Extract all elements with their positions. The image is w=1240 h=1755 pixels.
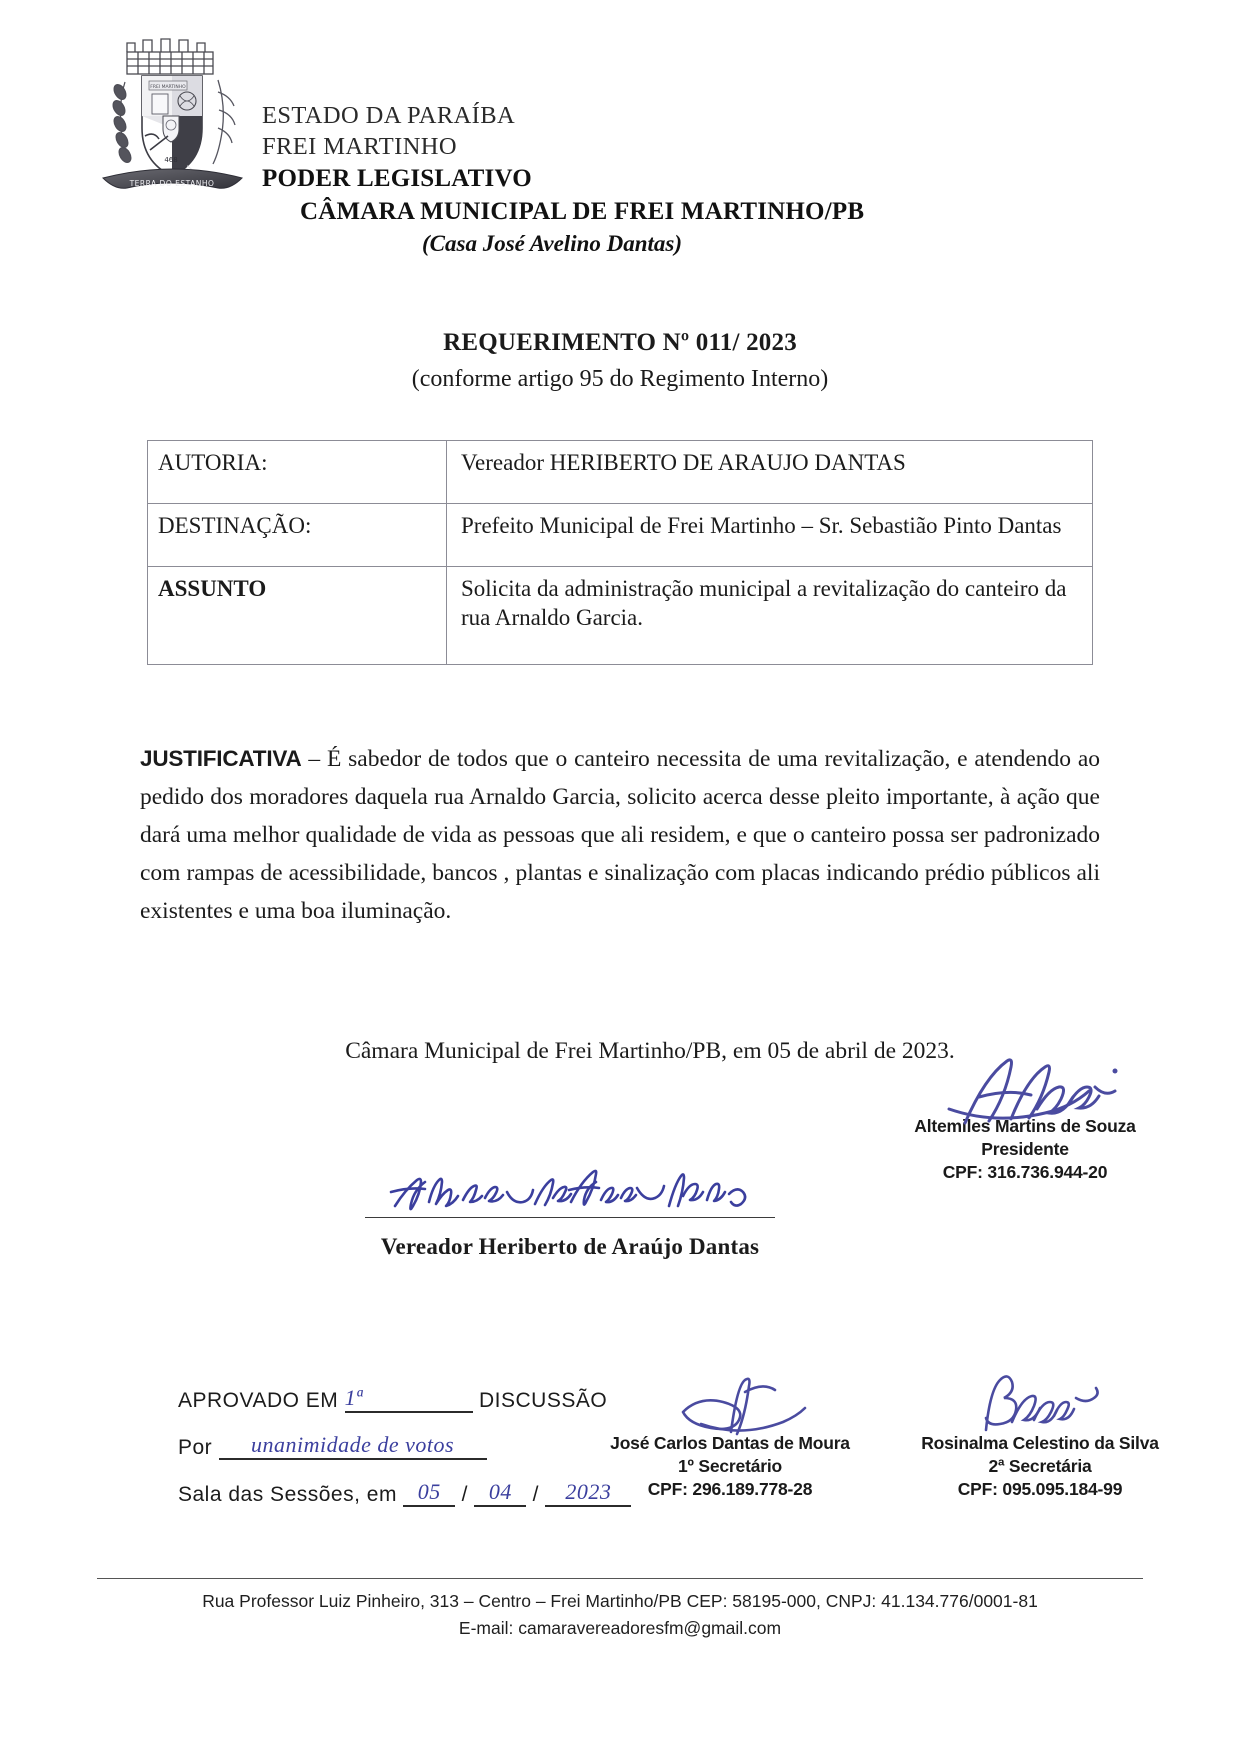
header-line-poder: PODER LEGISLATIVO bbox=[262, 165, 532, 192]
approval-line-por bbox=[178, 1432, 598, 1479]
president-role: Presidente bbox=[981, 1139, 1069, 1159]
secretary2-cpf: CPF: 095.095.184-99 bbox=[957, 1479, 1123, 1499]
president-handwritten-signature bbox=[919, 1053, 1134, 1131]
approval-line-sala bbox=[178, 1479, 612, 1526]
approval-sep-1: / bbox=[461, 1483, 468, 1506]
approval-sep-2: / bbox=[532, 1483, 540, 1506]
approval-prefix-1: APROVADO EM bbox=[178, 1389, 339, 1412]
secretary2-name: Rosinalma Celestino da Silva bbox=[921, 1433, 1159, 1453]
president-cpf: CPF: 316.736.944-20 bbox=[942, 1162, 1108, 1182]
secretary2-role: 2ª Secretária bbox=[988, 1456, 1092, 1476]
approval-line-discussao bbox=[178, 1385, 608, 1432]
author-signature-block bbox=[365, 1216, 775, 1260]
president-stamp-block bbox=[905, 1115, 1145, 1184]
document-footer bbox=[0, 1588, 1240, 1642]
secretary2-handwritten-signature bbox=[960, 1370, 1120, 1440]
footer-address: Rua Professor Luiz Pinheiro, 313 – Centro – Frei Martinho/PB CEP: 58195-000, CNPJ: 41.134.776/0001-81 bbox=[202, 1591, 1038, 1611]
footer-email: E-mail: camaravereadoresfm@gmail.com bbox=[458, 1618, 782, 1638]
approval-prefix-2: Por bbox=[178, 1436, 213, 1459]
secretary1-stamp-block bbox=[610, 1432, 850, 1501]
row-value-destinacao: Prefeito Municipal de Frei Martinho – Sr. Sebastião Pinto Dantas bbox=[447, 504, 1093, 567]
approval-value-2: unanimidade de votos bbox=[250, 1432, 455, 1457]
justification-paragraph bbox=[140, 740, 1100, 930]
header-text-block bbox=[262, 100, 1162, 260]
row-value-assunto: Solicita da administração municipal a revitalização do canteiro da rua Arnaldo Garcia. bbox=[447, 567, 1093, 665]
approval-blank-2 bbox=[219, 1432, 487, 1460]
svg-text:468: 468 bbox=[164, 156, 178, 164]
author-handwritten-signature bbox=[385, 1162, 765, 1222]
approval-value-day: 05 bbox=[417, 1479, 441, 1504]
footer-divider bbox=[97, 1578, 1143, 1579]
approval-blank-month bbox=[474, 1479, 526, 1507]
coat-of-arms-icon bbox=[95, 30, 250, 198]
president-name: Altemiles Martins de Souza bbox=[914, 1116, 1136, 1136]
document-subtitle: (conforme artigo 95 do Regimento Interno) bbox=[411, 366, 829, 392]
justification-text: – É sabedor de todos que o canteiro necessita de uma revitalização, e atendendo ao pedido dos moradores daquela rua Arnaldo Garcia, solicito acerca desse pleito importante, à ação que dará uma melhor qualidade de vida as pessoas que ali residem, e que o canteiro possa ser padronizado com rampas de acessibilidade, bancos , plantas e sinalização com placas indicando prédio públicos ali existentes e uma boa iluminação. bbox=[140, 746, 1100, 924]
secretary2-stamp-block bbox=[915, 1432, 1165, 1501]
row-value-autoria: Vereador HERIBERTO DE ARAUJO DANTAS bbox=[447, 441, 1093, 504]
table-row bbox=[148, 441, 1093, 504]
header-line-casa: (Casa José Avelino Dantas) bbox=[422, 231, 683, 256]
secretary1-cpf: CPF: 296.189.778-28 bbox=[647, 1479, 813, 1499]
approval-blank-1 bbox=[345, 1385, 473, 1413]
secretary1-handwritten-signature bbox=[655, 1370, 815, 1440]
svg-text:FREI MARTINHO: FREI MARTINHO bbox=[150, 85, 186, 90]
row-label-autoria: AUTORIA: bbox=[148, 441, 447, 504]
row-label-assunto: ASSUNTO bbox=[148, 567, 447, 665]
approval-blank-day bbox=[403, 1479, 455, 1507]
approval-stamp-block bbox=[178, 1385, 612, 1526]
author-signature-name: Vereador Heriberto de Araújo Dantas bbox=[380, 1234, 760, 1259]
justification-label: JUSTIFICATIVA bbox=[140, 746, 302, 771]
secretary1-name: José Carlos Dantas de Moura bbox=[610, 1433, 850, 1453]
approval-value-year: 2023 bbox=[565, 1479, 612, 1504]
header-line-camara: CÂMARA MUNICIPAL DE FREI MARTINHO/PB bbox=[300, 198, 865, 225]
header-line-estado: ESTADO DA PARAÍBA bbox=[262, 102, 516, 129]
table-row bbox=[148, 504, 1093, 567]
requirement-info-table bbox=[147, 440, 1093, 665]
row-label-destinacao: DESTINAÇÃO: bbox=[148, 504, 447, 567]
table-row bbox=[148, 567, 1093, 665]
approval-suffix-1: DISCUSSÃO bbox=[479, 1389, 608, 1412]
approval-value-1: 1ª bbox=[344, 1385, 363, 1410]
document-header bbox=[0, 22, 1240, 256]
approval-value-month: 04 bbox=[488, 1479, 512, 1504]
secretary1-role: 1º Secretário bbox=[678, 1456, 782, 1476]
document-title: REQUERIMENTO Nº 011/ 2023 bbox=[443, 329, 797, 356]
svg-text:TERRA DO ESTANHO: TERRA DO ESTANHO bbox=[129, 179, 215, 188]
date-line: Câmara Municipal de Frei Martinho/PB, em 05 de abril de 2023. bbox=[345, 1038, 955, 1064]
header-line-municipio: FREI MARTINHO bbox=[262, 133, 457, 160]
approval-prefix-3: Sala das Sessões, em bbox=[178, 1483, 397, 1506]
